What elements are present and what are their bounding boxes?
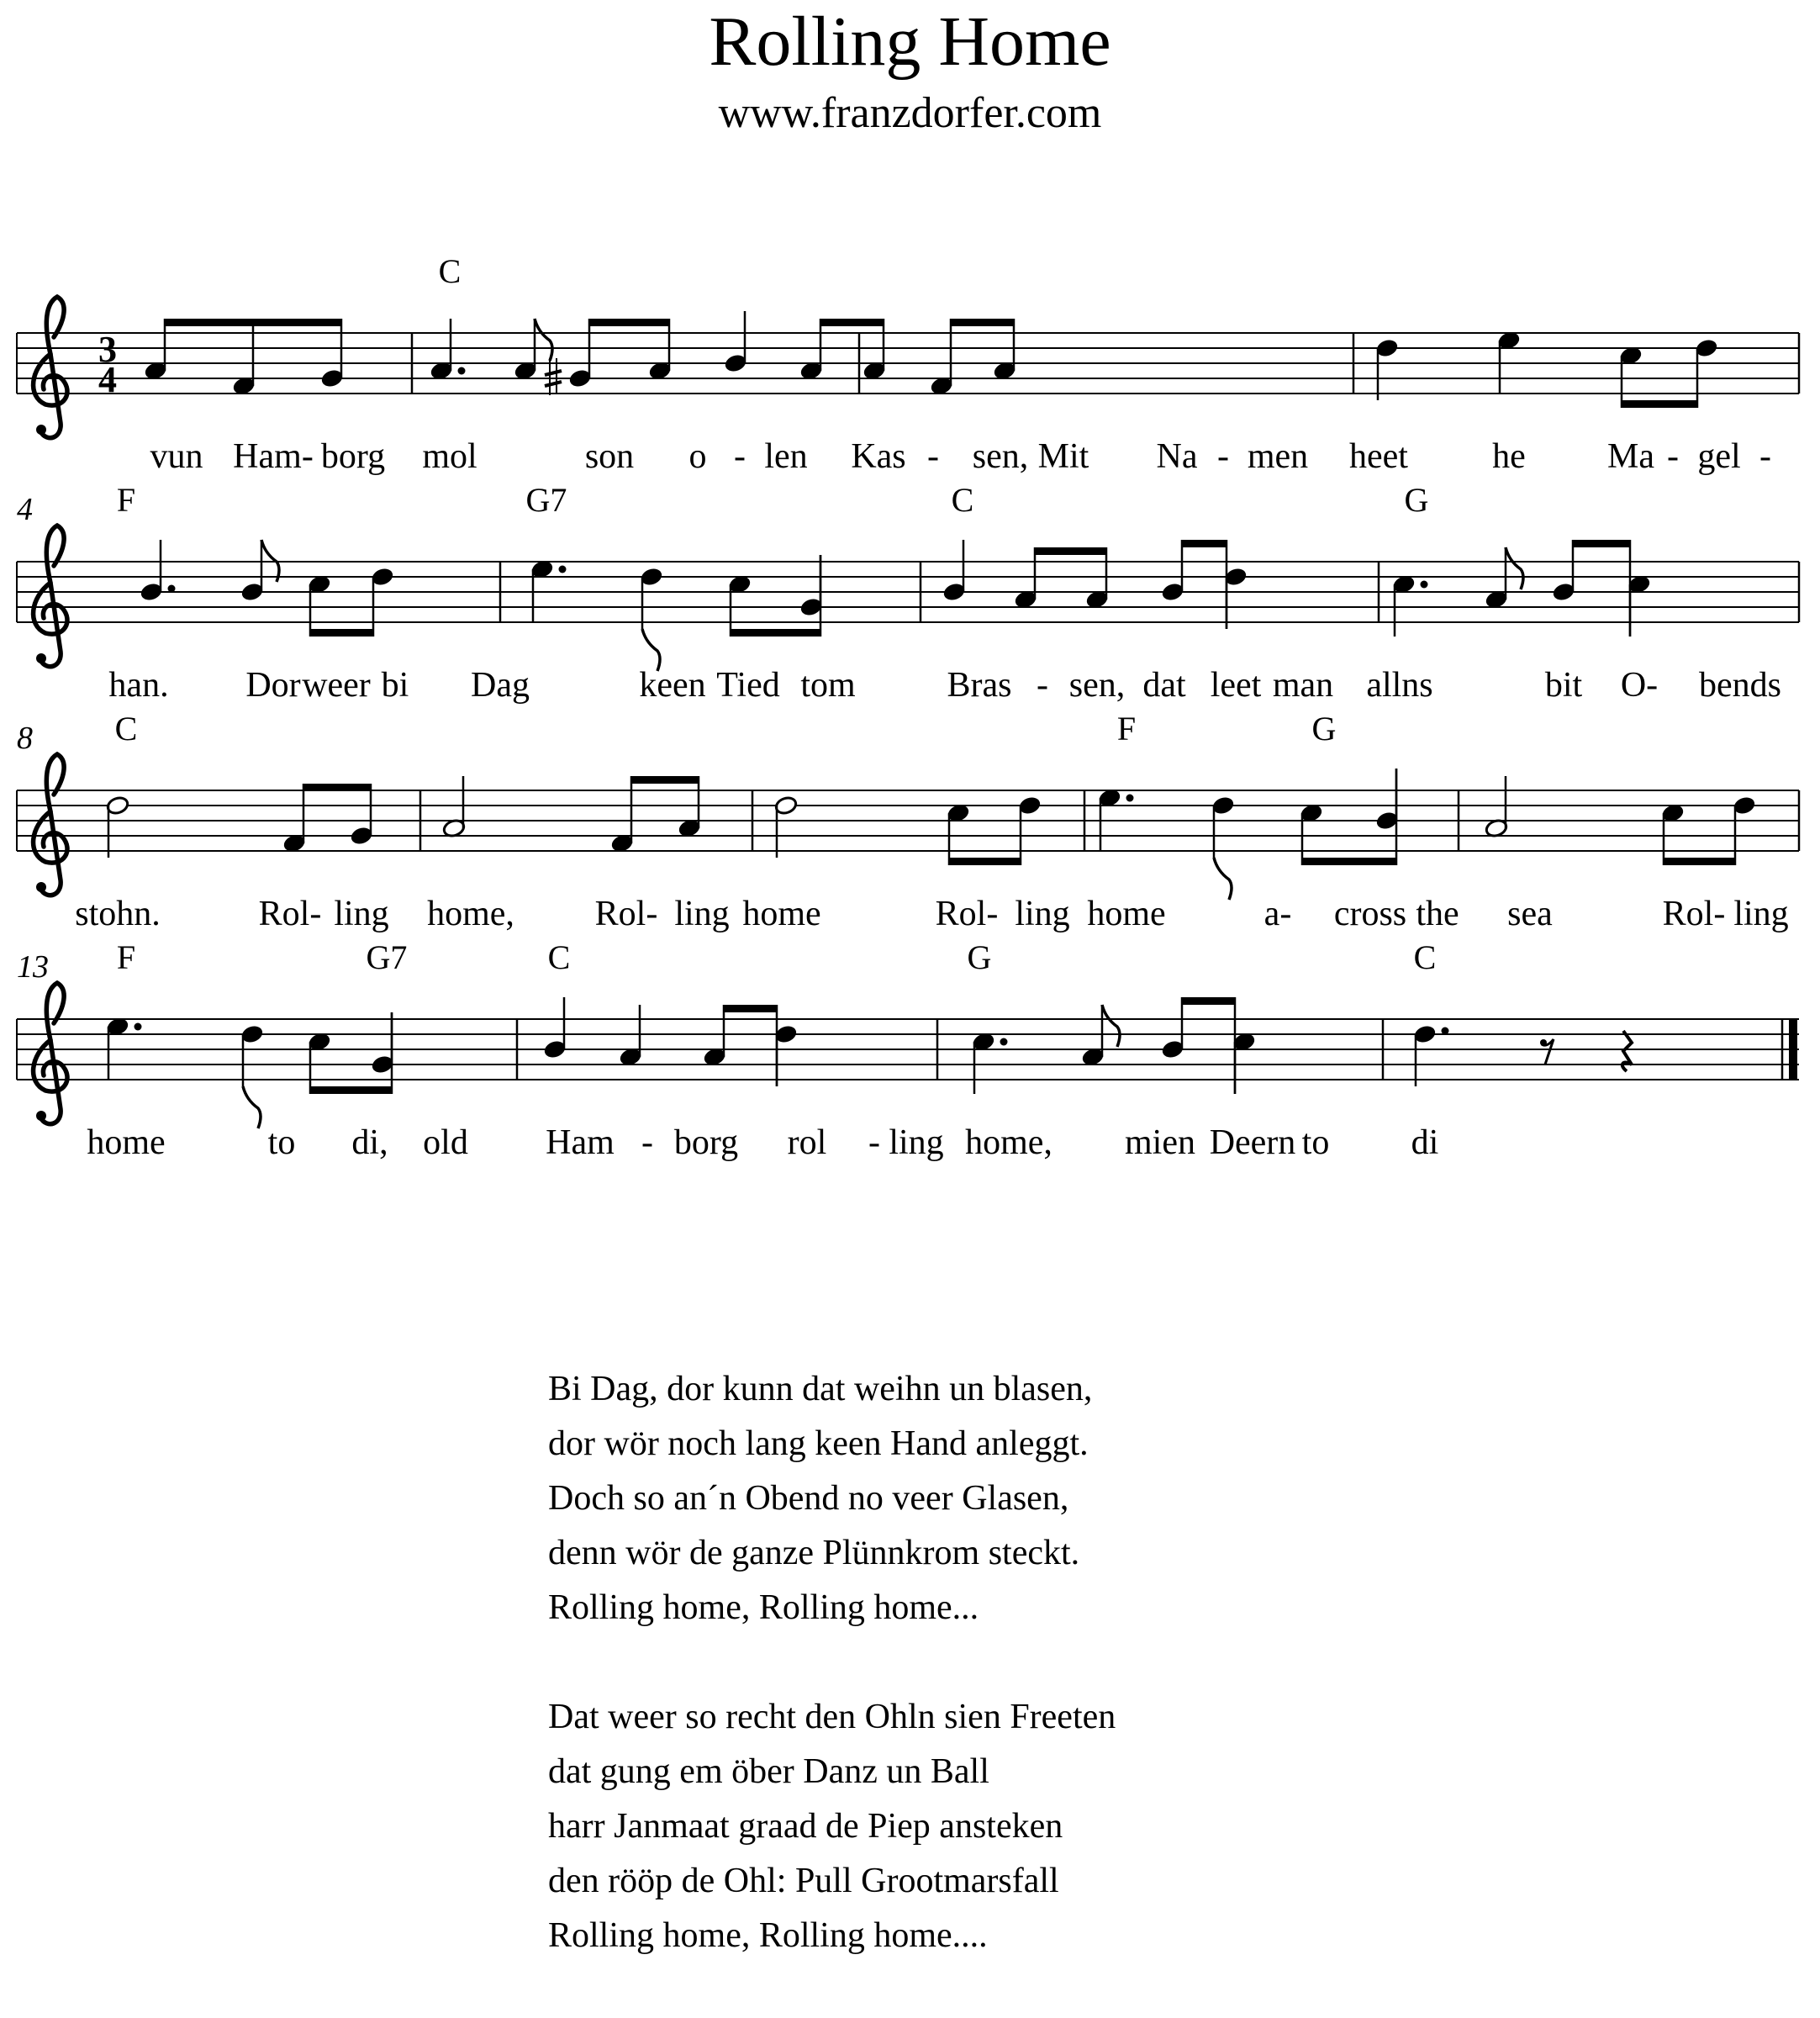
lyric-syllable: di, bbox=[351, 1123, 388, 1162]
dot bbox=[1126, 795, 1134, 802]
lyric-syllable: o bbox=[688, 437, 707, 476]
chord-symbol: F bbox=[1116, 710, 1137, 748]
chord-symbol: C bbox=[438, 252, 462, 290]
website-url: www.franzdorfer.com bbox=[718, 89, 1102, 137]
verse-line: den rööp de Ohl: Pull Grootmarsfall bbox=[548, 1862, 1059, 1900]
beam bbox=[1034, 547, 1107, 555]
final-barline bbox=[1789, 1019, 1797, 1080]
eighth-flag bbox=[1102, 1005, 1120, 1047]
time-signature-top: 3 bbox=[98, 329, 117, 370]
beam bbox=[164, 319, 342, 326]
lyric-syllable: weer bbox=[302, 666, 371, 705]
dot bbox=[1000, 1038, 1008, 1046]
lyric-syllable: heet bbox=[1349, 437, 1408, 476]
lyric-syllable: sen, bbox=[972, 437, 1029, 476]
lyric-syllable: gel bbox=[1697, 437, 1741, 476]
lyric-syllable: - bbox=[927, 437, 939, 476]
lyric-syllable: Rol- bbox=[1662, 895, 1726, 933]
lyric-syllable: home bbox=[87, 1123, 166, 1162]
staff-system bbox=[17, 481, 1799, 705]
lyric-syllable: leet bbox=[1210, 666, 1262, 705]
verse-line: Doch so an´n Obend no veer Glasen, bbox=[548, 1479, 1069, 1518]
chord-symbol: F bbox=[116, 938, 136, 976]
beam bbox=[1181, 997, 1236, 1005]
lyric-syllable: han. bbox=[108, 666, 169, 705]
lyric-syllable: - bbox=[868, 1123, 880, 1162]
staff-system bbox=[17, 710, 1799, 933]
chord-symbol: G bbox=[967, 938, 992, 976]
lyric-syllable: old bbox=[423, 1123, 468, 1162]
lyric-syllable: rol bbox=[787, 1123, 827, 1162]
chord-symbol: G7 bbox=[525, 481, 567, 519]
staff-system bbox=[17, 252, 1799, 476]
lyric-syllable: Kas bbox=[851, 437, 906, 476]
lyric-syllable: - bbox=[1759, 437, 1771, 476]
lyric-syllable: len bbox=[764, 437, 808, 476]
verse-line: dor wör noch lang keen Hand anleggt. bbox=[548, 1424, 1089, 1463]
beam bbox=[309, 1086, 393, 1094]
beam bbox=[1621, 400, 1698, 408]
beam bbox=[630, 776, 699, 784]
lyric-syllable: Deern bbox=[1209, 1123, 1296, 1162]
lyric-syllable: Ham- bbox=[233, 437, 314, 476]
verse-line: denn wör de ganze Plünnkrom steckt. bbox=[548, 1534, 1080, 1572]
lyric-syllable: dat bbox=[1142, 666, 1186, 705]
verse-1 bbox=[548, 1362, 1116, 1635]
lyric-syllable: home, bbox=[965, 1123, 1052, 1162]
lyric-syllable: borg bbox=[320, 437, 386, 476]
beam bbox=[730, 629, 821, 637]
beam bbox=[309, 629, 374, 637]
treble-clef-icon bbox=[34, 754, 67, 895]
chord-symbol: G bbox=[1311, 710, 1337, 748]
lyric-syllable: ling bbox=[334, 895, 389, 933]
lyric-syllable: he bbox=[1492, 437, 1526, 476]
measure-number: 13 bbox=[17, 949, 49, 985]
verse-line: Bi Dag, dor kunn dat weihn un blasen, bbox=[548, 1370, 1093, 1408]
dot bbox=[559, 566, 567, 573]
lyric-syllable: Tied bbox=[716, 666, 780, 705]
lyric-syllable: di bbox=[1411, 1123, 1439, 1162]
lyric-syllable: Bras bbox=[947, 666, 1012, 705]
additional-verses bbox=[548, 1362, 1116, 2018]
beam bbox=[950, 319, 1015, 326]
lyric-syllable: tom bbox=[800, 666, 856, 705]
eighth-flag bbox=[243, 1086, 261, 1128]
verse-line: Rolling home, Rolling home... bbox=[548, 1588, 979, 1627]
chord-symbol: F bbox=[116, 481, 136, 519]
beam bbox=[1181, 540, 1227, 547]
lyric-syllable: a- bbox=[1263, 895, 1292, 933]
lyric-syllable: bit bbox=[1544, 666, 1583, 705]
beam bbox=[723, 1005, 778, 1012]
lyric-syllable: borg bbox=[673, 1123, 739, 1162]
eighth-flag bbox=[642, 629, 660, 671]
treble-clef-icon bbox=[34, 526, 67, 667]
lyric-syllable: Mit bbox=[1037, 437, 1089, 476]
lyric-syllable: - bbox=[641, 1123, 653, 1162]
eighth-flag bbox=[535, 319, 552, 361]
beam bbox=[1663, 858, 1736, 865]
lyric-syllable: Dor bbox=[245, 666, 301, 705]
lyric-syllable: men bbox=[1247, 437, 1309, 476]
lyric-syllable: Ham bbox=[546, 1123, 615, 1162]
lyric-syllable: - bbox=[1667, 437, 1679, 476]
lyric-syllable: mol bbox=[422, 437, 477, 476]
lyric-syllable: Na bbox=[1156, 437, 1198, 476]
staff-system bbox=[17, 938, 1799, 1162]
lyric-syllable: allns bbox=[1366, 666, 1433, 705]
lyric-syllable: vun bbox=[150, 437, 203, 476]
chord-symbol: C bbox=[114, 710, 138, 748]
lyric-syllable: Rol- bbox=[935, 895, 999, 933]
beam bbox=[588, 319, 670, 326]
measure-number: 8 bbox=[17, 721, 33, 756]
lyric-syllable: stohn. bbox=[75, 895, 161, 933]
measure-number: 4 bbox=[17, 492, 33, 527]
beam bbox=[1301, 858, 1397, 865]
verse-2 bbox=[548, 1690, 1116, 1963]
lyric-syllable: bends bbox=[1699, 666, 1781, 705]
beam bbox=[820, 319, 884, 326]
lyric-syllable: man bbox=[1272, 666, 1334, 705]
lyric-syllable: to bbox=[267, 1123, 296, 1162]
dot bbox=[1421, 581, 1428, 589]
verse-line: dat gung em öber Danz un Ball bbox=[548, 1752, 989, 1791]
chord-symbol: G7 bbox=[366, 938, 408, 976]
lyric-syllable: the bbox=[1416, 895, 1459, 933]
eighth-rest bbox=[1540, 1039, 1547, 1046]
verse-line: harr Janmaat graad de Piep ansteken bbox=[548, 1807, 1063, 1846]
lyric-syllable: home bbox=[742, 895, 821, 933]
dot bbox=[135, 1023, 142, 1031]
lyric-syllable: home, bbox=[427, 895, 514, 933]
lyric-syllable: Rol- bbox=[258, 895, 322, 933]
lyric-syllable: Rol- bbox=[594, 895, 658, 933]
lyric-syllable: - bbox=[734, 437, 746, 476]
chord-symbol: C bbox=[547, 938, 571, 976]
lyric-syllable: home bbox=[1087, 895, 1166, 933]
lyric-syllable: ling bbox=[889, 1123, 944, 1162]
chord-symbol: C bbox=[951, 481, 974, 519]
lyric-syllable: sea bbox=[1507, 895, 1553, 933]
lyric-syllable: ling bbox=[674, 895, 730, 933]
treble-clef-icon bbox=[34, 297, 67, 438]
eighth-flag bbox=[1506, 547, 1523, 589]
chord-symbol: C bbox=[1413, 938, 1437, 976]
lyric-syllable: ling bbox=[1733, 895, 1789, 933]
lyric-syllable: - bbox=[1037, 666, 1048, 705]
beam bbox=[948, 858, 1021, 865]
song-title: Rolling Home bbox=[709, 3, 1111, 81]
dot bbox=[168, 585, 176, 593]
lyric-syllable: son bbox=[584, 437, 635, 476]
lyric-syllable: Dag bbox=[471, 666, 530, 705]
chord-symbol: G bbox=[1404, 481, 1429, 519]
time-signature-bottom: 4 bbox=[98, 359, 117, 400]
beam bbox=[1572, 540, 1631, 547]
treble-clef-icon bbox=[34, 983, 67, 1124]
lyric-syllable: - bbox=[1217, 437, 1229, 476]
eighth-flag bbox=[1214, 858, 1232, 900]
lyric-syllable: to bbox=[1301, 1123, 1330, 1162]
lyric-syllable: ling bbox=[1015, 895, 1070, 933]
beam bbox=[303, 784, 372, 791]
lyric-syllable: O- bbox=[1620, 666, 1659, 705]
verse-line: Rolling home, Rolling home.... bbox=[548, 1916, 988, 1955]
lyric-syllable: mien bbox=[1125, 1123, 1195, 1162]
verse-line: Dat weer so recht den Ohln sien Freeten bbox=[548, 1698, 1116, 1736]
lyric-syllable: keen bbox=[639, 666, 706, 705]
dot bbox=[458, 367, 466, 375]
lyric-syllable: bi bbox=[381, 666, 409, 705]
dot bbox=[1442, 1027, 1449, 1035]
lyric-syllable: sen, bbox=[1068, 666, 1126, 705]
lyric-syllable: cross bbox=[1333, 895, 1407, 933]
lyric-syllable: Ma bbox=[1607, 437, 1654, 476]
